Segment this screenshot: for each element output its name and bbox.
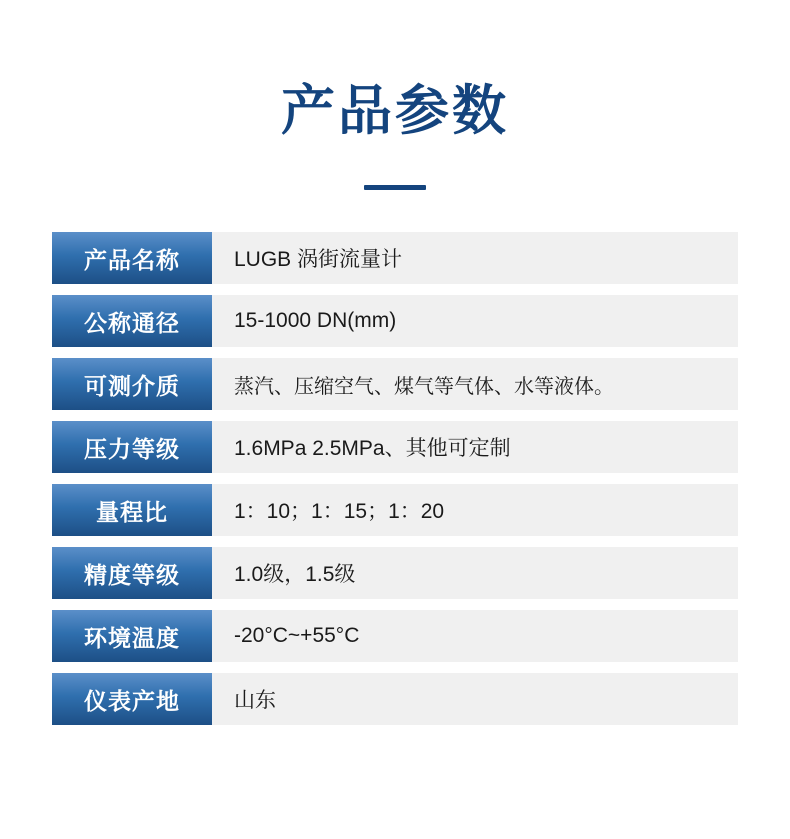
page-title: 产品参数	[281, 81, 509, 141]
spec-label-turndown-ratio: 量程比	[52, 484, 212, 536]
table-row	[52, 232, 738, 284]
specification-table	[52, 232, 738, 725]
table-row	[52, 673, 738, 725]
table-row	[52, 421, 738, 473]
table-row	[52, 484, 738, 536]
spec-label-origin: 仪表产地	[52, 673, 212, 725]
table-row	[52, 358, 738, 410]
spec-label-pressure-rating: 压力等级	[52, 421, 212, 473]
table-row	[52, 610, 738, 662]
spec-label-product-name: 产品名称	[52, 232, 212, 284]
spec-value-product-name: LUGB 涡街流量计	[212, 232, 738, 284]
table-row	[52, 295, 738, 347]
spec-label-measurable-medium: 可测介质	[52, 358, 212, 410]
spec-value-ambient-temperature: -20°C~+55°C	[212, 610, 738, 662]
spec-label-ambient-temperature: 环境温度	[52, 610, 212, 662]
spec-value-accuracy-class: 1.0级，1.5级	[212, 547, 738, 599]
spec-value-nominal-diameter: 15-1000 DN(mm)	[212, 295, 738, 347]
table-row	[52, 547, 738, 599]
spec-value-measurable-medium: 蒸汽、压缩空气、煤气等气体、水等液体。	[212, 358, 738, 410]
title-underline-divider	[364, 185, 426, 190]
spec-label-accuracy-class: 精度等级	[52, 547, 212, 599]
spec-value-origin: 山东	[212, 673, 738, 725]
spec-label-nominal-diameter: 公称通径	[52, 295, 212, 347]
spec-value-pressure-rating: 1.6MPa 2.5MPa、其他可定制	[212, 421, 738, 473]
spec-value-turndown-ratio: 1：10；1：15；1：20	[212, 484, 738, 536]
